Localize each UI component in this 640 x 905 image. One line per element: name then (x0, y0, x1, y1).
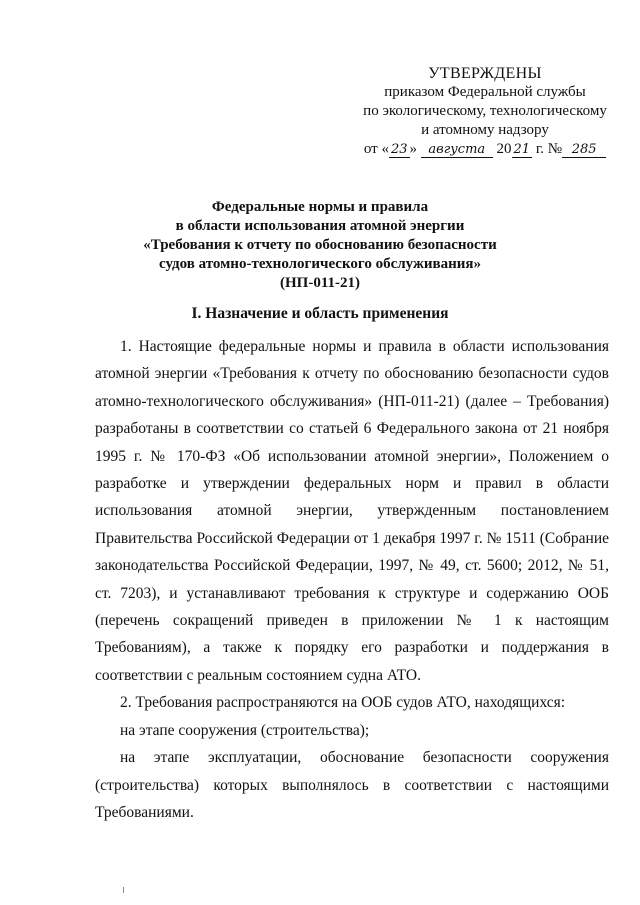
title-line-1: Федеральные нормы и правила (211, 199, 429, 215)
approval-line-3: и атомному надзору (421, 122, 549, 138)
scan-artifact (123, 887, 124, 893)
handwritten-month: августа (421, 143, 493, 158)
paragraph-4: на этапе эксплуатации, обоснование безопасности сооружения (строительства) которых выполнялось в соответствии с настоящими Требованиями. (95, 749, 609, 821)
handwritten-day: 23 (390, 142, 408, 157)
document-body (95, 333, 609, 826)
year-prefix: 20 (496, 141, 512, 157)
approval-block (340, 64, 630, 159)
handwritten-number: 285 (562, 143, 606, 158)
paragraph-2: 2. Требования распространяются на ООБ судов АТО, находящихся: (120, 694, 566, 712)
approval-date-line (340, 140, 630, 159)
title-line-5: (НП-011-21) (280, 275, 360, 291)
approval-line-1: приказом Федеральной службы (384, 84, 586, 100)
document-title (100, 198, 540, 293)
title-line-3: «Требования к отчету по обоснованию безопасности (143, 237, 497, 253)
date-prefix: от « (363, 141, 389, 157)
approval-line-2: по экологическому, технологическому (363, 103, 607, 119)
section-heading: I. Назначение и область применения (191, 305, 449, 322)
date-quote-close: » (409, 141, 418, 157)
paragraph-1: 1. Настоящие федеральные нормы и правила в области использования атомной энергии «Требования к отчету по обоснованию безопасности судов атомно-технологического обслуживания» (НП-011-21) (далее – Требования) разработаны в соответствии со статьей 6 Федерального закона от 21 ноября 1995 г. № 170-ФЗ «Об использовании атомной энергии», Положением о разработке и утверждении федеральных норм и правил в области использования атомной энергии, утвержденным постановлением Правительства Российской Федерации от 1 декабря 1997 г. № 1511 (Собрание законодательства Российской Федерации, 1997, № 49, ст. 5600; 2012, № 51, ст. 7203), и устанавливают требования к структуре и содержанию ООБ (перечень сокращений приведен в приложении № 1 к настоящим Требованиям), а также к порядку его разработки и поддержания в соответствии с реальным состоянием судна АТО. (95, 338, 609, 684)
title-line-4: судов атомно-технологического обслуживания» (159, 256, 481, 272)
handwritten-year: 21 (513, 142, 531, 157)
number-prefix: г. № (535, 141, 563, 157)
paragraph-3: на этапе сооружения (строительства); (120, 721, 370, 739)
title-line-2: в области использования атомной энергии (175, 218, 465, 234)
approval-heading: УТВЕРЖДЕНЫ (428, 65, 542, 82)
